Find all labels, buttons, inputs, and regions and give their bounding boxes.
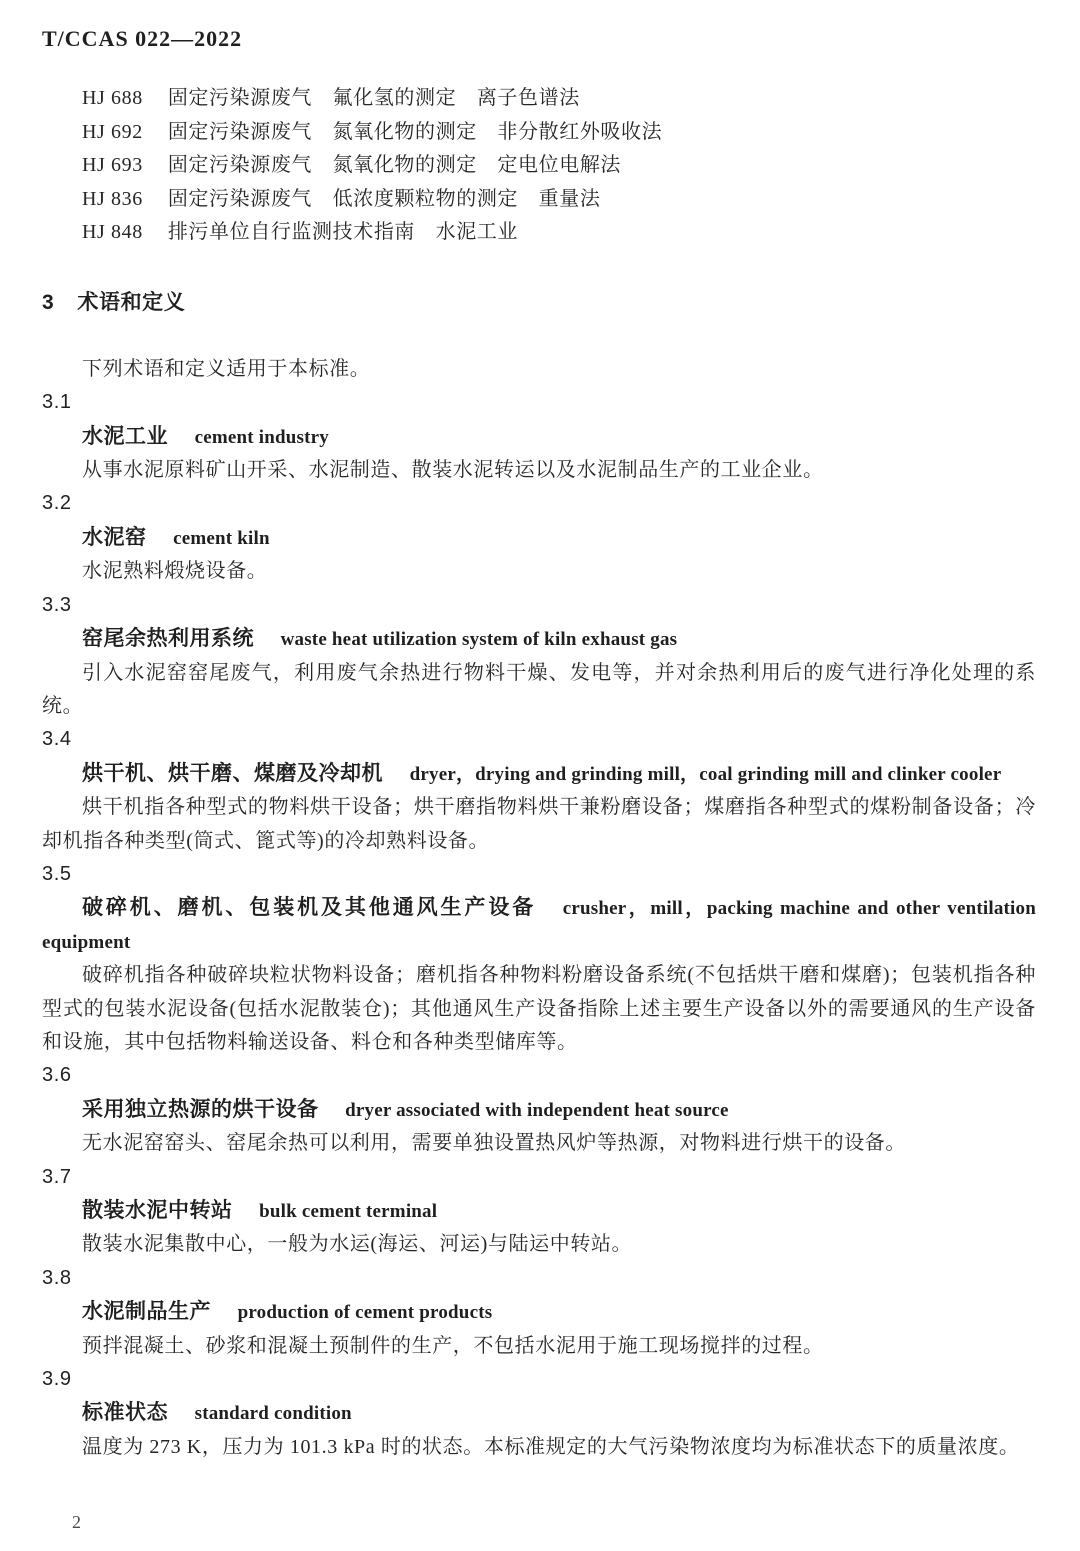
term-number: 3.6 [42, 1064, 72, 1087]
term-definition: 温度为 273 K，压力为 101.3 kPa 时的状态。本标准规定的大气污染物浓度均为标准状态下的质量浓度。 [82, 1435, 1020, 1458]
term-block [42, 723, 1036, 858]
term-zh: 采用独立热源的烘干设备 [82, 1097, 319, 1121]
term-zh: 散装水泥中转站 [82, 1199, 233, 1222]
reference-item [42, 82, 1036, 115]
reference-title: 排污单位自行监测技术指南 水泥工业 [167, 221, 519, 244]
term-zh: 烘干机、烘干磨、煤磨及冷却机 [82, 761, 383, 785]
term-heading [42, 1093, 1036, 1127]
section-heading [42, 286, 1036, 319]
reference-item [42, 116, 1036, 149]
term-block [42, 1161, 1036, 1262]
term-zh: 窑尾余热利用系统 [82, 627, 254, 651]
term-heading [42, 1194, 1036, 1228]
reference-code: HJ 693 [82, 154, 143, 177]
page-number: 2 [72, 1512, 82, 1532]
term-definition: 从事水泥原料矿山开采、水泥制造、散装水泥转运以及水泥制品生产的工业企业。 [82, 459, 824, 482]
term-number: 3.8 [42, 1266, 72, 1289]
term-en: cement kiln [173, 527, 270, 549]
term-en: waste heat utilization system of kiln exhaust gas [280, 629, 678, 651]
term-definition: 预拌混凝土、砂浆和混凝土预制件的生产，不包括水泥用于施工现场搅拌的过程。 [82, 1334, 824, 1357]
term-block [42, 589, 1036, 724]
term-definition: 引入水泥窑窑尾废气，利用废气余热进行物料干燥、发电等，并对余热利用后的废气进行净化处理的系统。 [42, 661, 1036, 717]
term-heading [42, 420, 1036, 454]
term-number: 3.2 [42, 492, 72, 515]
term-heading [42, 1295, 1036, 1329]
term-heading [42, 622, 1036, 656]
term-block [42, 1262, 1036, 1363]
reference-item [42, 183, 1036, 216]
term-block [42, 487, 1036, 588]
term-definition: 破碎机指各种破碎块粒状物料设备；磨机指各种物料粉磨设备系统(不包括烘干磨和煤磨)；包装机指各种型式的包装水泥设备(包括水泥散装仓)；其他通风生产设备指除上述主要生产设备以外的需要通风的生产设备和设施，其中包括物料输送设备、料仓和各种类型储库等。 [42, 964, 1036, 1053]
running-header: T/CCAS 022—2022 [42, 26, 243, 51]
term-block [42, 1059, 1036, 1160]
reference-item [42, 216, 1036, 249]
term-definition: 烘干机指各种型式的物料烘干设备；烘干磨指物料烘干兼粉磨设备；煤磨指各种型式的煤粉制备设备；冷却机指各种类型(筒式、篦式等)的冷却熟料设备。 [42, 796, 1036, 852]
reference-title: 固定污染源废气 氮氧化物的测定 非分散红外吸收法 [167, 120, 663, 143]
reference-item [42, 149, 1036, 182]
reference-code: HJ 836 [82, 187, 143, 210]
section-title: 术语和定义 [77, 291, 186, 315]
term-number: 3.9 [42, 1368, 72, 1391]
term-heading [42, 1396, 1036, 1430]
term-number: 3.1 [42, 391, 72, 414]
term-zh: 水泥窑 [82, 525, 147, 549]
term-number: 3.5 [42, 862, 72, 885]
term-zh: 破碎机、磨机、包装机及其他通风生产设备 [82, 896, 537, 920]
section-number: 3 [42, 291, 55, 315]
term-zh: 水泥制品生产 [82, 1300, 211, 1324]
reference-code: HJ 692 [82, 120, 143, 143]
term-en: production of cement products [237, 1302, 493, 1324]
reference-title: 固定污染源废气 氮氧化物的测定 定电位电解法 [167, 154, 622, 177]
term-en: crusher，mill，packing machine and other ventilation equipment [42, 898, 1036, 953]
term-en: standard condition [194, 1403, 352, 1425]
term-en: cement industry [194, 426, 329, 448]
term-definition: 无水泥窑窑头、窑尾余热可以利用，需要单独设置热风炉等热源，对物料进行烘干的设备。 [82, 1132, 906, 1155]
term-zh: 水泥工业 [82, 424, 168, 448]
term-heading [42, 891, 1036, 959]
term-block [42, 858, 1036, 1059]
term-number: 3.3 [42, 593, 72, 616]
term-zh: 标准状态 [82, 1401, 168, 1425]
reference-list [42, 82, 1036, 249]
reference-code: HJ 688 [82, 87, 143, 110]
term-number: 3.7 [42, 1165, 72, 1188]
term-number: 3.4 [42, 728, 72, 751]
term-en: bulk cement terminal [259, 1201, 438, 1222]
term-block [42, 386, 1036, 487]
term-en: dryer associated with independent heat source [345, 1099, 729, 1121]
section-intro: 下列术语和定义适用于本标准。 [82, 357, 371, 380]
term-definition: 水泥熟料煅烧设备。 [82, 560, 268, 583]
term-heading [42, 757, 1036, 791]
reference-title: 固定污染源废气 低浓度颗粒物的测定 重量法 [167, 187, 601, 210]
term-heading [42, 521, 1036, 555]
term-definition: 散装水泥集散中心，一般为水运(海运、河运)与陆运中转站。 [82, 1233, 633, 1256]
reference-title: 固定污染源废气 氟化氢的测定 离子色谱法 [167, 87, 580, 110]
term-block [42, 1363, 1036, 1464]
term-en: dryer，drying and grinding mill，coal grinding mill and clinker cooler [409, 763, 1002, 785]
reference-code: HJ 848 [82, 221, 143, 244]
